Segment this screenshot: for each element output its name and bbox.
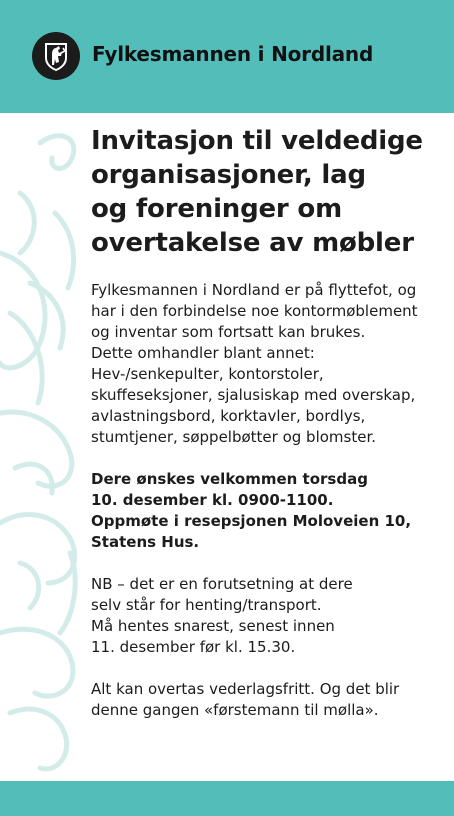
text-line: Hev-/senkepulter, kontorstoler,: [91, 365, 324, 383]
headline: [91, 124, 446, 260]
text-line: Alt kan overtas vederlagsfritt. Og det blir: [91, 680, 400, 698]
organization-name: Fylkesmannen i Nordland: [92, 42, 374, 66]
text-line: Dette omhandler blant annet:: [91, 344, 315, 362]
header-band: [0, 0, 454, 113]
text-line: stumtjener, søppelbøtter og blomster.: [91, 428, 377, 446]
norwegian-lion-crest-icon: [32, 32, 80, 80]
welcome-paragraph: [91, 469, 446, 553]
text-line: og inventar som fortsatt kan brukes.: [91, 323, 366, 341]
main-content: [91, 124, 446, 721]
headline-line: organisasjoner, lag: [91, 160, 366, 190]
text-line: 10. desember kl. 0900-1100.: [91, 491, 334, 509]
text-line: Må hentes snarest, senest innen: [91, 617, 335, 635]
text-line: har i den forbindelse noe kontormøblement: [91, 302, 418, 320]
text-line: 11. desember før kl. 15.30.: [91, 638, 296, 656]
text-line: Oppmøte i resepsjonen Moloveien 10,: [91, 512, 412, 530]
headline-line: overtakelse av møbler: [91, 228, 414, 258]
text-line: Statens Hus.: [91, 533, 200, 551]
intro-paragraph: [91, 280, 446, 448]
text-line: NB – det er en forutsetning at dere: [91, 575, 353, 593]
text-line: avlastningsbord, korktavler, bordlys,: [91, 407, 366, 425]
text-line: Dere ønskes velkommen torsdag: [91, 470, 368, 488]
text-line: Fylkesmannen i Nordland er på flyttefot, og: [91, 281, 417, 299]
text-line: denne gangen «førstemann til mølla».: [91, 701, 379, 719]
headline-line: Invitasjon til veldedige: [91, 126, 423, 156]
footer-band: [0, 781, 454, 816]
headline-line: og foreninger om: [91, 194, 342, 224]
nb-paragraph: [91, 574, 446, 658]
free-paragraph: [91, 679, 446, 721]
text-line: selv står for henting/transport.: [91, 596, 322, 614]
text-line: skuffeseksjoner, sjalusiskap med overskap,: [91, 386, 416, 404]
